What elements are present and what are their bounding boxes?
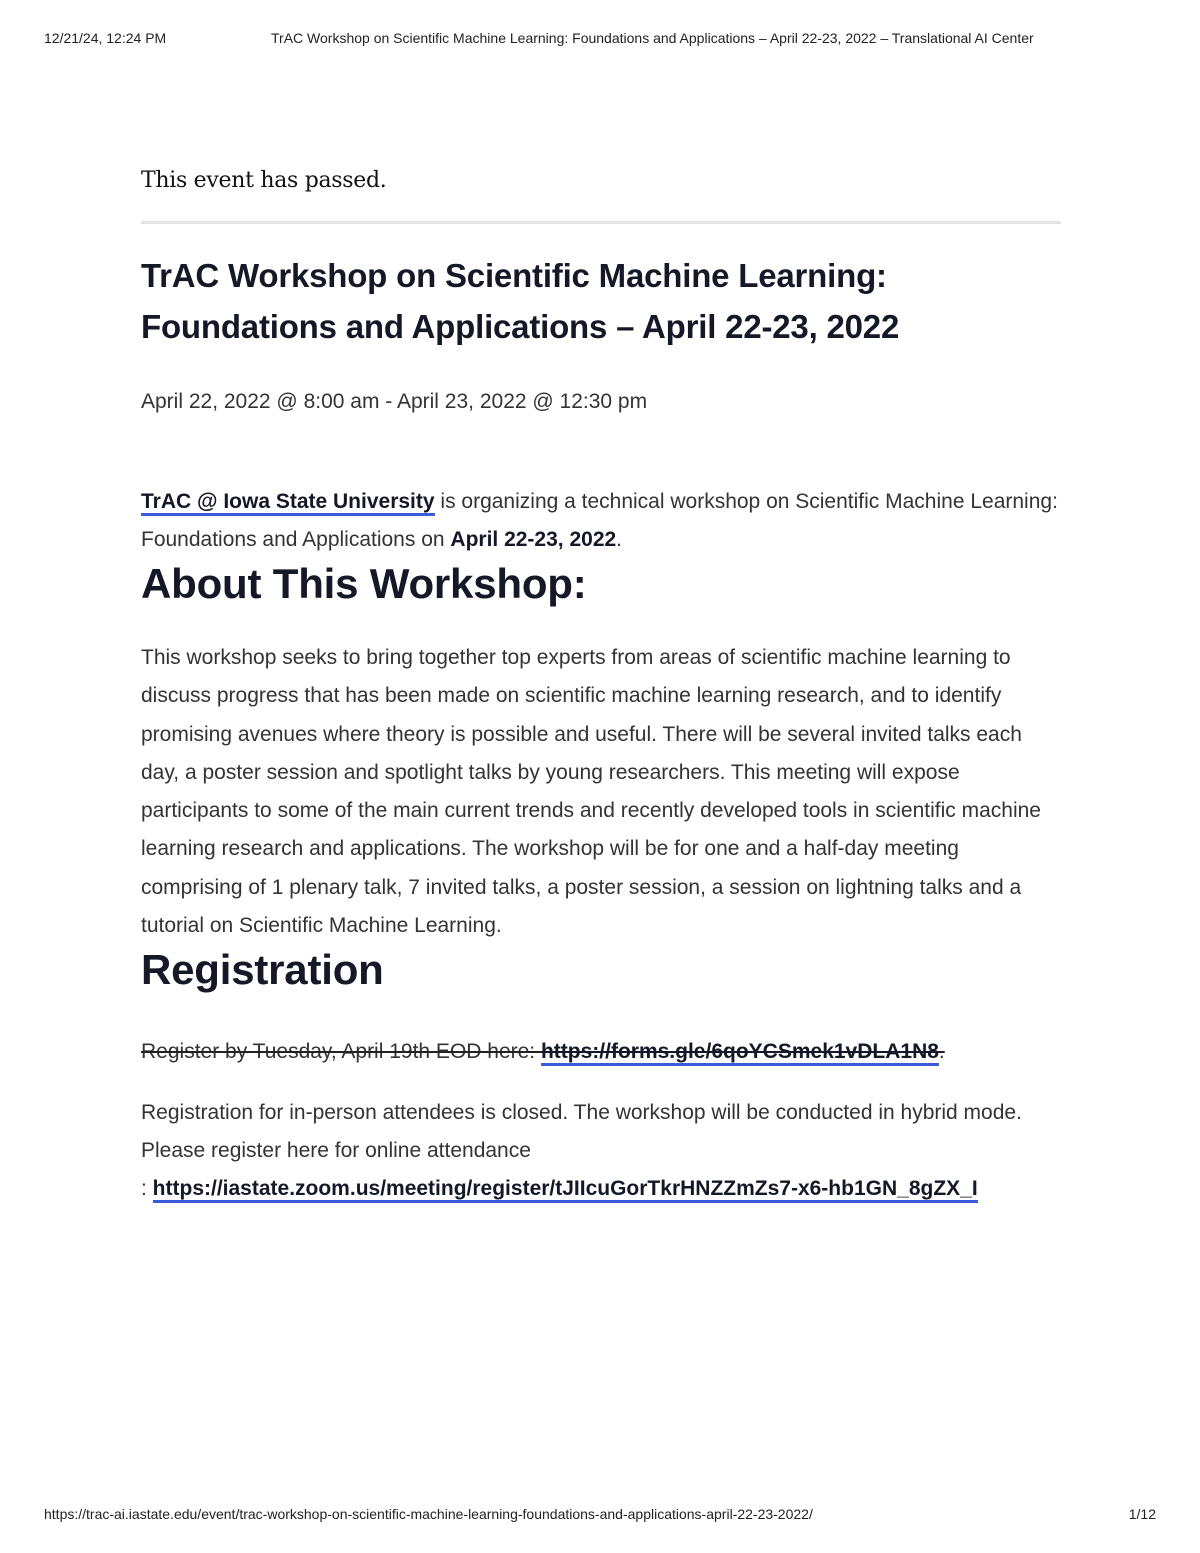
print-datetime: 12/21/24, 12:24 PM <box>44 30 167 46</box>
online-text: Registration for in-person attendees is closed. The workshop will be conducted in hybrid mode. Please register here for online attendance <box>141 1100 1022 1162</box>
struck-text: Register by Tuesday, April 19th EOD here: <box>141 1040 541 1064</box>
google-form-link[interactable]: https://forms.gle/6qoYCSmek1vDLA1N8 <box>541 1040 939 1066</box>
intro-date: April 22-23, 2022 <box>450 528 617 551</box>
intro-text: is organizing a technical workshop on Scientific Machine Learning: Foundations and Applications on <box>141 490 1058 551</box>
org-link[interactable]: TrAC @ Iowa State University <box>141 490 435 516</box>
intro-paragraph <box>141 483 1061 559</box>
print-footer <box>44 1506 1156 1526</box>
zoom-registration-link[interactable]: https://iastate.zoom.us/meeting/register/tJIIcuGorTkrHNZZmZs7-x6-hb1GN_8gZX_I <box>153 1177 978 1203</box>
online-registration-paragraph <box>141 1094 1061 1209</box>
print-header <box>44 30 1156 50</box>
struck-registration-line <box>141 1033 1061 1071</box>
registration-heading: Registration <box>141 946 384 994</box>
about-paragraph: This workshop seeks to bring together top experts from areas of scientific machine learning to discuss progress that has been made on scientific machine learning research, and to identify promising avenues where theory is possible and useful. There will be several invited talks each day, a poster session and spotlight talks by young researchers. This meeting will expose participants to some of the main current trends and recently developed tools in scientific machine learning research and applications. The workshop will be for one and a half-day meeting comprising of 1 plenary talk, 7 invited talks, a poster session, a session on lightning talks and a tutorial on Scientific Machine Learning. <box>141 646 1041 938</box>
about-heading: About This Workshop: <box>141 560 587 607</box>
event-title: TrAC Workshop on Scientific Machine Learning: Foundations and Applications – April 22-23, 2022 <box>141 257 900 345</box>
event-content <box>141 168 1061 1209</box>
online-prefix: : <box>141 1177 153 1201</box>
event-passed-notice: This event has passed. <box>141 168 387 193</box>
print-page-title: TrAC Workshop on Scientific Machine Learning: Foundations and Applications – April 22-23, 2022 – Translational AI Center <box>271 30 1034 46</box>
event-date-range: April 22, 2022 @ 8:00 am - April 23, 2022 @ 12:30 pm <box>141 390 648 413</box>
intro-end: . <box>616 528 623 551</box>
notice-divider <box>141 221 1061 224</box>
struck-suffix: . <box>938 1040 945 1064</box>
print-url: https://trac-ai.iastate.edu/event/trac-workshop-on-scientific-machine-learning-foundations-and-applications-april-22-23-2022/ <box>44 1506 813 1522</box>
print-page-number: 1/12 <box>1128 1506 1156 1522</box>
